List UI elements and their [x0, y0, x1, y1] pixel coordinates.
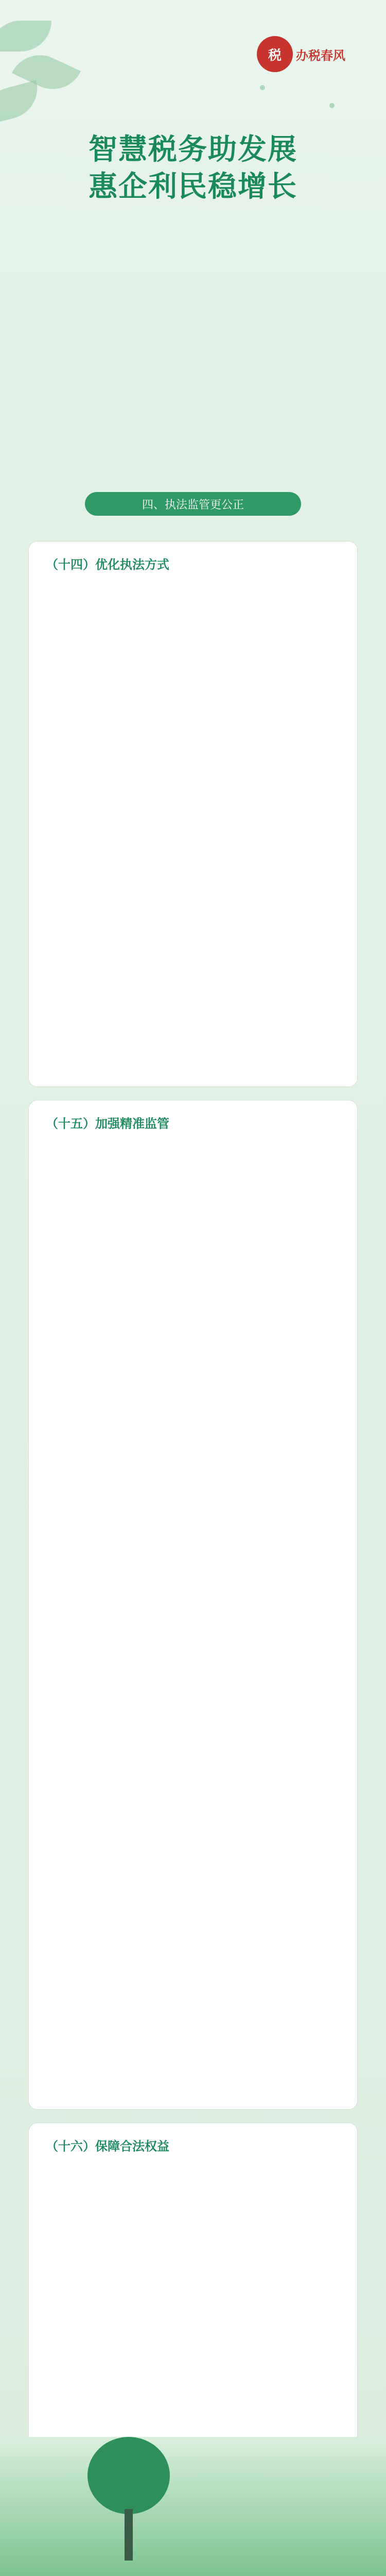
dot-decoration [329, 103, 335, 108]
title-line-1: 智慧税务助发展 [89, 133, 297, 166]
brand-logo [252, 33, 350, 75]
page-title [0, 131, 386, 206]
title-line-2: 惠企利民稳增长 [89, 170, 297, 204]
tree-trunk [125, 2509, 133, 2561]
leaf-decoration [0, 80, 44, 126]
dot-decoration [260, 85, 265, 90]
leaf-decoration [0, 21, 51, 52]
brand-text: 办税春风 [296, 48, 345, 63]
panel-14 [28, 541, 358, 1087]
panel-heading: （十四）优化执法方式 [46, 557, 169, 572]
seal-icon: 税 [257, 36, 293, 72]
ground-decoration [0, 2437, 386, 2576]
panel-heading: （十六）保障合法权益 [46, 2139, 169, 2154]
tree-illustration [87, 2437, 170, 2561]
section-heading: 四、执法监管更公正 [85, 492, 301, 516]
panel-heading: （十五）加强精准监管 [46, 1116, 169, 1131]
tree-crown [87, 2437, 170, 2514]
panel-15 [28, 1100, 358, 2110]
